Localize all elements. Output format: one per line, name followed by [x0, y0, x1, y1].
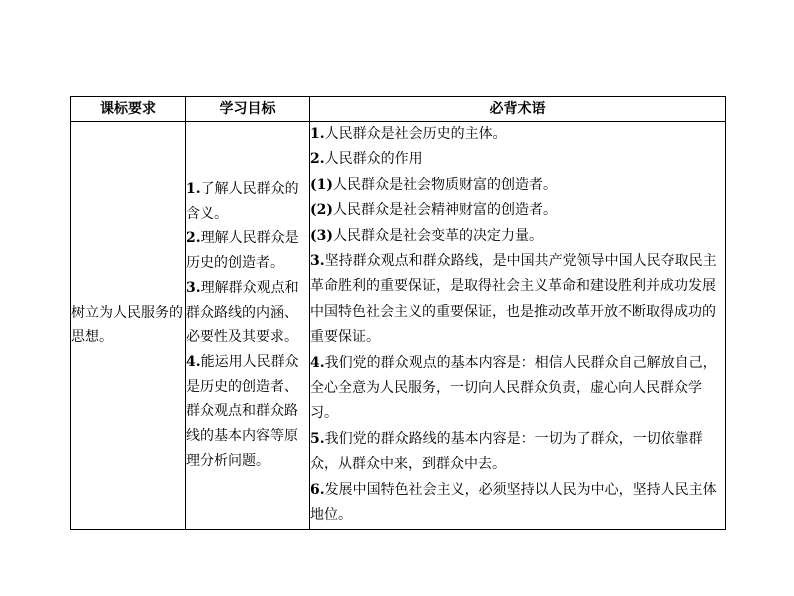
header-learning-goals: 学习目标 [186, 97, 310, 122]
term-number: (3) [310, 227, 333, 244]
goal-number: 2. [186, 230, 201, 247]
goal-text: 理解人民群众是历史的创造者。 [186, 230, 299, 272]
term-number: 1. [310, 126, 325, 142]
term-text: 人民群众是社会变革的决定力量。 [333, 227, 543, 244]
term-number: 3. [310, 253, 325, 270]
term-item [310, 173, 725, 198]
goal-text: 能运用人民群众是历史的创造者、群众观点和群众路线的基本内容等原理分析问题。 [186, 353, 299, 469]
term-number: 5. [310, 430, 325, 447]
term-item [310, 478, 725, 529]
learning-goals-cell [186, 122, 310, 530]
term-number: (2) [310, 202, 333, 219]
curriculum-requirement-text: 树立为人民服务的思想。 [71, 305, 183, 346]
term-item [310, 224, 725, 249]
goal-number: 3. [186, 279, 201, 296]
term-text: 坚持群众观点和群众路线，是中国共产党领导中国人民夺取民主革命胜利的重要保证，是取得社会主义革命和建设胜利并成功发展中国特色社会主义的重要保证，也是推动改革开放不断取得成功的重要保证。 [310, 253, 717, 346]
term-text: 人民群众是社会精神财富的创造者。 [333, 202, 557, 219]
goal-item [186, 276, 309, 350]
goal-number: 1. [186, 181, 201, 198]
term-item [310, 122, 725, 147]
goal-number: 4. [186, 353, 201, 370]
term-number: 2. [310, 151, 325, 168]
term-item [310, 249, 725, 351]
term-text: 人民群众是社会物质财富的创造者。 [333, 176, 557, 193]
goal-item [186, 226, 309, 275]
term-item [310, 147, 725, 172]
term-text: 我们党的群众观点的基本内容是：相信人民群众自己解放自己，全心全意为人民服务，一切向人民群众负责，虚心向人民群众学习。 [310, 354, 717, 422]
term-text: 人民群众是社会历史的主体。 [324, 126, 507, 142]
goal-text: 了解人民群众的含义。 [186, 181, 299, 222]
key-terms-cell [310, 122, 726, 530]
curriculum-table [70, 96, 726, 530]
term-text: 发展中国特色社会主义，必须坚持以人民为中心，坚持人民主体地位。 [310, 481, 717, 524]
goal-item [186, 177, 309, 226]
table-header-row [71, 97, 726, 122]
term-item [310, 351, 725, 427]
term-text: 我们党的群众路线的基本内容是：一切为了群众，一切依靠群众，从群众中来，到群众中去。 [310, 430, 703, 473]
curriculum-requirement-cell [71, 122, 186, 530]
term-number: 6. [310, 481, 325, 498]
goal-text: 理解群众观点和群众路线的内涵、必要性及其要求。 [186, 279, 299, 346]
goal-item [186, 350, 309, 474]
term-item [310, 427, 725, 478]
table-row [71, 122, 726, 530]
term-item [310, 198, 725, 223]
term-number: 4. [310, 354, 325, 371]
header-key-terms: 必背术语 [310, 97, 726, 122]
header-curriculum-requirement: 课标要求 [71, 97, 186, 122]
term-text: 人民群众的作用 [324, 151, 423, 168]
term-number: (1) [310, 176, 333, 193]
